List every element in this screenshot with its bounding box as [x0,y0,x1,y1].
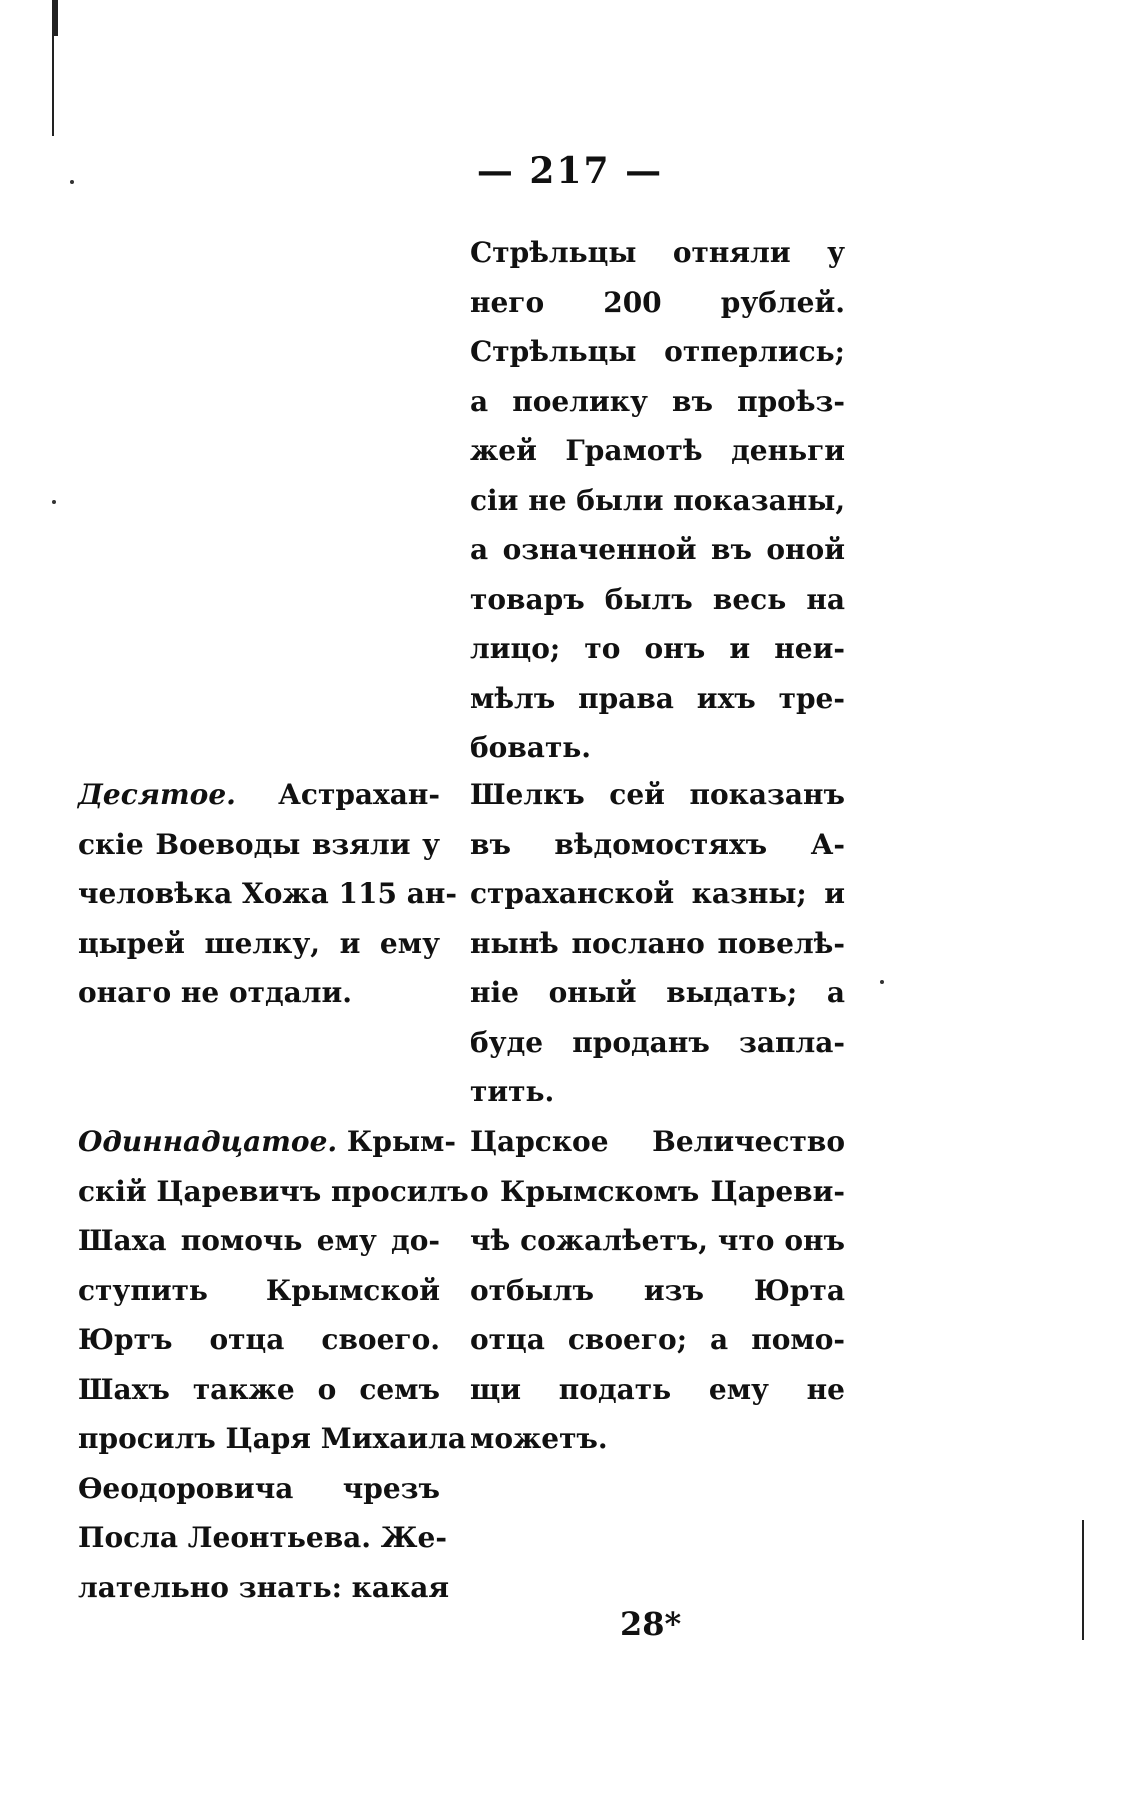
text-line: а означенной въ оной [470,533,845,566]
text-line: цырей шелку, и ему [78,926,440,960]
text-line: бовать. [470,731,592,764]
left-paragraph-10 [78,770,457,1018]
text-line: страханской казны; и [470,877,845,910]
text-line: просилъ Царя Михаила [78,1422,466,1455]
text-line: можетъ. [470,1422,608,1455]
text-line: жей Грамотѣ деньги [470,434,845,467]
left-paragraph-11 [78,1117,469,1612]
text-line: мѣлъ права ихъ тре- [470,681,845,715]
text-line: а поелику въ проѣз- [470,384,845,418]
text-line: человѣка Хожа 115 ан- [78,877,457,910]
text-line: о Крымскомъ Цареви- [470,1174,845,1208]
text-line: Шаха помочь ему до- [78,1224,440,1257]
text-line: чѣ сожалѣетъ, что онъ [470,1224,845,1257]
text-line: щи подать ему не [470,1372,845,1406]
text-line: Стрѣльцы отперлись; [470,335,845,368]
paragraph-label: Одиннадцатое. [78,1125,338,1158]
text-line: отца своего; а помо- [470,1323,845,1356]
right-paragraph-1 [470,228,845,773]
text-line: ніе оный выдать; а [470,976,845,1009]
signature-mark: 28* [620,1605,682,1643]
text-line: Стрѣльцы отняли у [470,236,845,269]
text-line: тить. [470,1075,555,1108]
right-edge-line [1082,1520,1084,1640]
text-line: Шахъ также о семъ [78,1372,440,1406]
text-line: Посла Леонтьева. Же- [78,1521,447,1554]
text-line: лицо; то онъ и неи- [470,632,845,665]
text-line: него 200 рублей. [470,285,845,319]
text-line: лательно знать: какая [78,1570,450,1604]
text-line: ступить Крымской [78,1273,440,1307]
text-line: скій Царевичъ просилъ [78,1174,469,1208]
text-line: отбылъ изъ Юрта [470,1273,845,1307]
page-number: — 217 — [476,150,664,192]
right-paragraph-3 [470,1117,845,1464]
speck [880,980,884,984]
text-line: сіи не были показаны, [470,483,846,517]
text-line: Царское Величество [470,1125,845,1158]
speck [52,500,56,504]
text-line: скіе Воеводы взяли у [78,827,440,861]
left-edge-line [52,36,54,136]
text-line: онаго не отдали. [78,976,353,1009]
right-paragraph-2 [470,770,845,1117]
text-line: товаръ былъ весь на [470,582,845,616]
paragraph-label: Десятое. [78,778,236,811]
text-line: въ вѣдомостяхъ А- [470,827,845,861]
text-line: Одиннадцатое. Крым- [78,1125,456,1158]
left-edge-mark [52,0,58,36]
page-header [0,150,1140,192]
text-line: Шелкъ сей показанъ [470,778,845,811]
text-line: буде проданъ запла- [470,1025,845,1059]
text-line: нынѣ послано повелѣ- [470,926,845,960]
text-line: Ѳеодоровича чрезъ [78,1471,440,1505]
text-line: Юртъ отца своего. [78,1323,440,1356]
text-line: Десятое. Астрахан- [78,778,440,811]
